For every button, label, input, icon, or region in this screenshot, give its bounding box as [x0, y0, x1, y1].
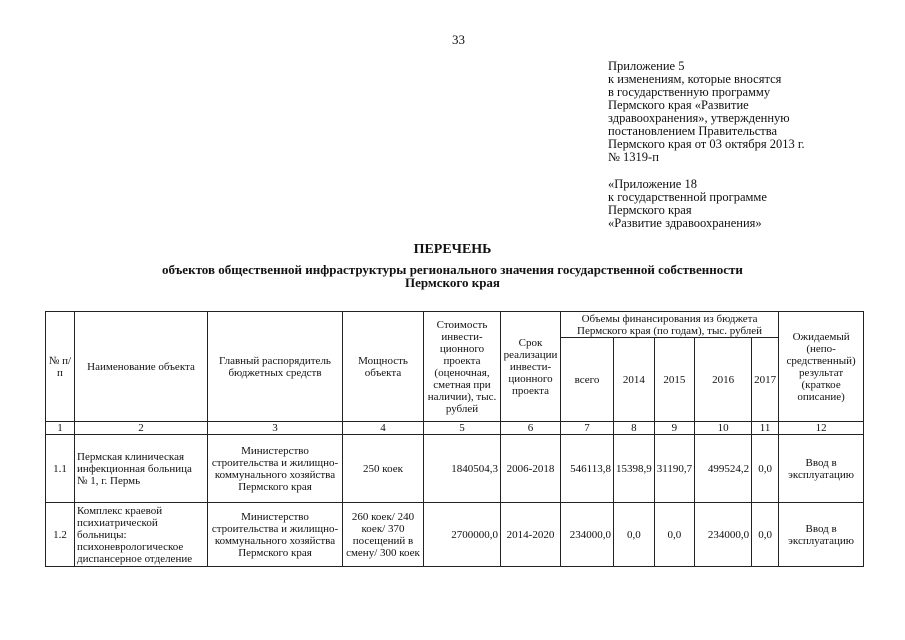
header-name: Наименование объекта: [75, 312, 208, 422]
column-number: 3: [208, 422, 343, 435]
appendix-line: Пермского края: [608, 203, 692, 217]
row-result: Ввод в эксплуатацию: [779, 503, 864, 567]
header-year-2015: 2015: [654, 338, 694, 422]
row-manager: Министерство строительства и жилищно-коммунального хозяйства Пермского края: [208, 435, 343, 503]
column-number: 6: [501, 422, 561, 435]
header-year-2014: 2014: [614, 338, 655, 422]
row-year-2015: 0,0: [654, 503, 694, 567]
column-number: 12: [779, 422, 864, 435]
row-manager: Министерство строительства и жилищно-коммунального хозяйства Пермского края: [208, 503, 343, 567]
appendix-line: Пермского края «Развитие: [608, 98, 749, 112]
appendix-line: постановлением Правительства: [608, 124, 778, 138]
column-number: 2: [75, 422, 208, 435]
subtitle-line-2: Пермского края: [405, 275, 500, 290]
appendix-line: № 1319-п: [608, 150, 659, 164]
column-number-row: [46, 422, 864, 435]
row-cost: 2700000,0: [424, 503, 501, 567]
objects-table: [45, 311, 864, 567]
header-cost: Стоимость инвести-ционного проекта (оценочная, сметная при наличии), тыс. рублей: [424, 312, 501, 422]
header-financing: Объемы финансирования из бюджета Пермского края (по годам), тыс. рублей: [561, 312, 779, 338]
appendix-line: Пермского края от 03 октября 2013 г.: [608, 137, 805, 151]
header-capacity: Мощность объекта: [343, 312, 424, 422]
row-total: 546113,8: [561, 435, 614, 503]
row-num: 1.1: [46, 435, 75, 503]
header-year-2016: 2016: [695, 338, 752, 422]
column-number: 7: [561, 422, 614, 435]
appendix-line: в государственную программу: [608, 85, 771, 99]
page-number: 33: [452, 32, 465, 47]
appendix-line: «Приложение 18: [608, 177, 697, 191]
row-name: Пермская клиническая инфекционная больница № 1, г. Пермь: [75, 435, 208, 503]
column-number: 11: [752, 422, 779, 435]
column-number: 8: [614, 422, 655, 435]
document-subtitle: [0, 263, 905, 289]
row-capacity: 260 коек/ 240 коек/ 370 посещений в смену/ 300 коек: [343, 503, 424, 567]
table-row: [46, 503, 864, 567]
column-number: 4: [343, 422, 424, 435]
appendix-line: Приложение 5: [608, 59, 685, 73]
row-term: 2014-2020: [501, 503, 561, 567]
row-result: Ввод в эксплуатацию: [779, 435, 864, 503]
subtitle-line-1: объектов общественной инфраструктуры регионального значения государственной собственности: [162, 262, 743, 277]
row-name: Комплекс краевой психиатрической больницы: психоневрологическое диспансерное отделение: [75, 503, 208, 567]
row-year-2014: 15398,9: [614, 435, 655, 503]
header-result: Ожидаемый (непо-средственный) результат (краткое описание): [779, 312, 864, 422]
row-year-2014: 0,0: [614, 503, 655, 567]
header-manager: Главный распорядитель бюджетных средств: [208, 312, 343, 422]
row-year-2015: 31190,7: [654, 435, 694, 503]
column-number: 5: [424, 422, 501, 435]
row-year-2017: 0,0: [752, 435, 779, 503]
row-num: 1.2: [46, 503, 75, 567]
row-term: 2006-2018: [501, 435, 561, 503]
row-cost: 1840504,3: [424, 435, 501, 503]
appendix-line: к изменениям, которые вносятся: [608, 72, 782, 86]
appendix-note: [608, 60, 805, 230]
header-total: всего: [561, 338, 614, 422]
column-number: 10: [695, 422, 752, 435]
row-total: 234000,0: [561, 503, 614, 567]
document-title: ПЕРЕЧЕНЬ: [413, 242, 492, 257]
row-year-2016: 234000,0: [695, 503, 752, 567]
row-year-2017: 0,0: [752, 503, 779, 567]
column-number: 9: [654, 422, 694, 435]
row-capacity: 250 коек: [343, 435, 424, 503]
appendix-line: к государственной программе: [608, 190, 767, 204]
column-number: 1: [46, 422, 75, 435]
appendix-line: здравоохранения», утвержденную: [608, 111, 790, 125]
appendix-line: «Развитие здравоохранения»: [608, 216, 762, 230]
header-num: № п/п: [46, 312, 75, 422]
header-term: Срок реализации инвести-ционного проекта: [501, 312, 561, 422]
table-row: [46, 435, 864, 503]
row-year-2016: 499524,2: [695, 435, 752, 503]
header-year-2017: 2017: [752, 338, 779, 422]
